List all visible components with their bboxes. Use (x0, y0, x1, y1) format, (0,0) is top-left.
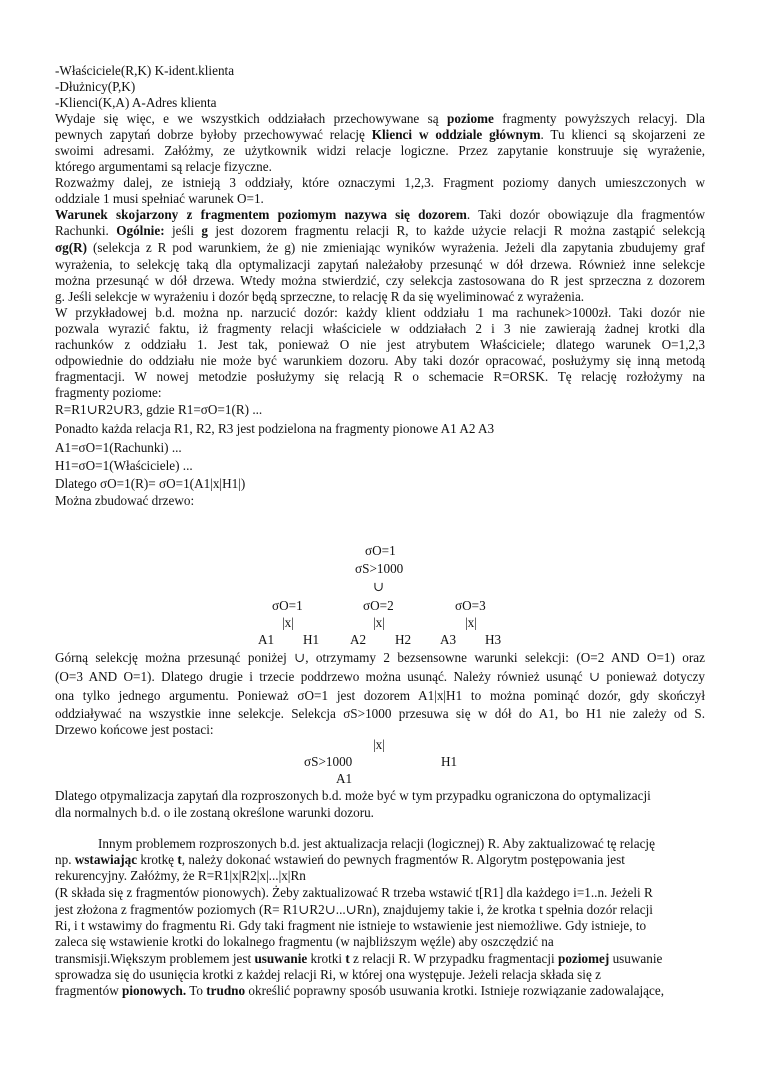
list-item: -Właściciele(R,K) K-ident.klienta (55, 63, 235, 78)
paragraph-line: g. Jeśli selekcje w wyrażeniu i dozór będą sprzeczne, to relację R da się wyeliminować z wyrażenia. (55, 289, 585, 304)
paragraph-line: np. wstawiając krotkę t, należy dokonać wstawień do pewnych fragmentów R. Algorytm postępowania jest (55, 852, 625, 867)
tree-leaf: A3 (440, 632, 457, 647)
paragraph-line: fragmentów pionowych. To trudno określić poprawny sposób usuwania krotki. Istnieje rozwiązanie zadowalające, (55, 983, 665, 998)
tree-node-union: ∪ (373, 579, 385, 594)
paragraph-line: swoimi adresami. Załóżmy, ze użytkownik widzi relacje logiczne. Przez zapytanie konstruuje się wyrażenie, (55, 143, 705, 158)
paragraph-line: σg(R) (selekcja z R pod warunkiem, że g) nie zmieniając wyników wyrażenia. Jeżeli dla zapytania zbudujemy graf (55, 240, 705, 255)
tree-node-selection: σO=1 (272, 598, 303, 613)
paragraph-line: fragmentacji. W nowej metodzie posłużymy się relacją R o schemacie R=ORSK. Tę relację rozłożymy na (55, 369, 705, 384)
paragraph-line: Drzewo końcowe jest postaci: (55, 722, 214, 737)
paragraph-line: Rozważmy dalej, ze istnieją 3 oddziały, które oznaczymi 1,2,3. Fragment poziomy danych umieszczonych w (55, 175, 705, 190)
paragraph-line: Ri, i t wstawimy do fragmentu Ri. Gdy taki fragment nie istnieje to wstawienie jest niemożliwe. Gdy istnieje, to (55, 918, 647, 933)
formula-line: A1=σO=1(Rachunki) ... (55, 440, 182, 455)
paragraph-line: transmisji.Większym problemem jest usuwanie krotki t z relacji R. W przypadku fragmentacji poziomej usuwanie (55, 951, 663, 966)
tree-leaf: H1 (303, 632, 320, 647)
paragraph-line: sprowadza się do usunięcia krotki z każdej relacji Ri, w której ona występuje. Jeżeli relacja składa się z (55, 967, 601, 982)
paragraph-line: którego argumentami są relacje fizyczne. (55, 159, 272, 174)
tree-node-join: |x| (282, 615, 294, 630)
list-item: -Klienci(K,A) A-Adres klienta (55, 95, 217, 110)
paragraph-line: ona tylko jednego argumentu. Ponieważ σO=1 jest dozorem A1|x|H1 to można pominąć dozór, gdy skończył (55, 688, 705, 703)
paragraph-line: można przesunąć w dół drzewa. Wtedy można stwierdzić, czy selekcja zastosowana do R jest sprzeczna z dozorem (55, 273, 705, 288)
paragraph-line: Innym problemem rozproszonych b.d. jest aktualizacja relacji (logicznej) R. Aby zaktualizować tę relację (98, 836, 655, 851)
paragraph-line: Dlatego otpymalizacja zapytań dla rozproszonych b.d. może być w tym przypadku ograniczona do optymalizacji (55, 788, 651, 803)
paragraph-line: fragmenty poziome: (55, 385, 162, 400)
paragraph-line: (O=3 AND O=1). Dlatego drugie i trzecie poddrzewo można usunąć. Należy również usunąć ∪ ponieważ dotyczy (55, 669, 705, 684)
formula-line: Można zbudować drzewo: (55, 493, 195, 508)
paragraph-line: Rachunki. Ogólnie: jeśli g jest dozorem fragmentu relacji R, to każde użycie relacji R można zastąpić selekcją (55, 223, 705, 238)
paragraph-line: pozwala wyrazić faktu, iż fragmenty relacji właściciele w oddziałach 2 i 3 nie zawierają żadnej krotki dla (55, 321, 705, 336)
tree-node-join: |x| (373, 737, 385, 752)
tree-node-selection: σO=3 (455, 598, 486, 613)
tree-leaf: H2 (395, 632, 412, 647)
formula-line: H1=σO=1(Właściciele) ... (55, 458, 193, 473)
paragraph-line: (R składa się z fragmentów pionowych). Żeby zaktualizować R trzeba wstawić t[R1] dla każdego i=1..n. Jeżeli R (55, 885, 653, 900)
tree-node-selection: σS>1000 (355, 561, 404, 576)
paragraph-line: W przykładowej b.d. można np. narzucić dozór: każdy klient oddziału 1 ma rachunek>1000zł. Taki dozór nie (55, 305, 705, 320)
paragraph-line: dla normalnych b.d. o ile zostaną określone warunki dozoru. (55, 805, 374, 820)
paragraph-line: rekurencyjny. Załóżmy, że R=R1|x|R2|x|...|x|Rn (55, 868, 306, 883)
tree-node-selection: σO=2 (363, 598, 394, 613)
formula-line: R=R1∪R2∪R3, gdzie R1=σO=1(R) ... (55, 402, 263, 417)
tree-leaf: A1 (258, 632, 275, 647)
tree-leaf: A1 (336, 771, 353, 786)
tree-node-selection: σS>1000 (304, 754, 353, 769)
tree-node-join: |x| (465, 615, 477, 630)
list-item: -Dłużnicy(P,K) (55, 79, 136, 94)
paragraph-line: zaleca się wstawienie krotki do lokalnego fragmentu (w najbliższym węźle) aby oszczędzić na (55, 934, 554, 949)
formula-line: Dlatego σO=1(R)= σO=1(A1|x|H1|) (55, 476, 246, 491)
tree-leaf: H3 (485, 632, 502, 647)
tree-node-root-selection: σO=1 (365, 543, 396, 558)
formula-line: Ponadto każda relacja R1, R2, R3 jest podzielona na fragmenty pionowe A1 A2 A3 (55, 421, 495, 436)
tree-leaf: A2 (350, 632, 367, 647)
paragraph-line: oddziaływać na wszystkie inne selekcje. Selekcja σS>1000 przesuwa się w dół do A1, bo H1 nie zależy od S. (55, 706, 705, 721)
paragraph-line: rachunków z oddziału 1. Jest tak, ponieważ O nie jest atrybutem Właściciele; dlatego warunek O=1,2,3 (55, 337, 705, 352)
tree-leaf: H1 (441, 754, 458, 769)
tree-node-join: |x| (373, 615, 385, 630)
paragraph-line: wyrażenia, to selekcję taką dla optymalizacji zapytań należałoby przesunąć w dół drzewa. Również inne selekcje (55, 257, 705, 272)
paragraph-line: Górną selekcję można przesunąć poniżej ∪, otrzymamy 2 bezsensowne warunki selekcji: (O=2 AND O=1) oraz (55, 650, 705, 665)
paragraph-line: oddziale 1 musi spełniać warunek O=1. (55, 191, 264, 206)
paragraph-line: Warunek skojarzony z fragmentem poziomym nazywa się dozorem. Taki dozór obowiązuje dla fragmentów (55, 207, 705, 222)
paragraph-line: pewnych zapytań dobrze byłoby przechowywać relację Klienci w oddziale głównym. Tu klienci są skojarzeni ze (55, 127, 705, 142)
paragraph-line: Wydaje się więc, e we wszystkich oddziałach przechowywane są poziome fragmenty powyższych relacyj. Dla (55, 111, 705, 126)
paragraph-line: odpowiednie do oddziału nie może być warunkiem dozoru. Aby taki dozór opracować, posłużymy się inną metodą (55, 353, 705, 368)
paragraph-line: jest złożona z fragmentów poziomych (R= R1∪R2∪...∪Rn), znajdujemy takie i, że krotka t spełnia dozór relacji (55, 902, 653, 917)
